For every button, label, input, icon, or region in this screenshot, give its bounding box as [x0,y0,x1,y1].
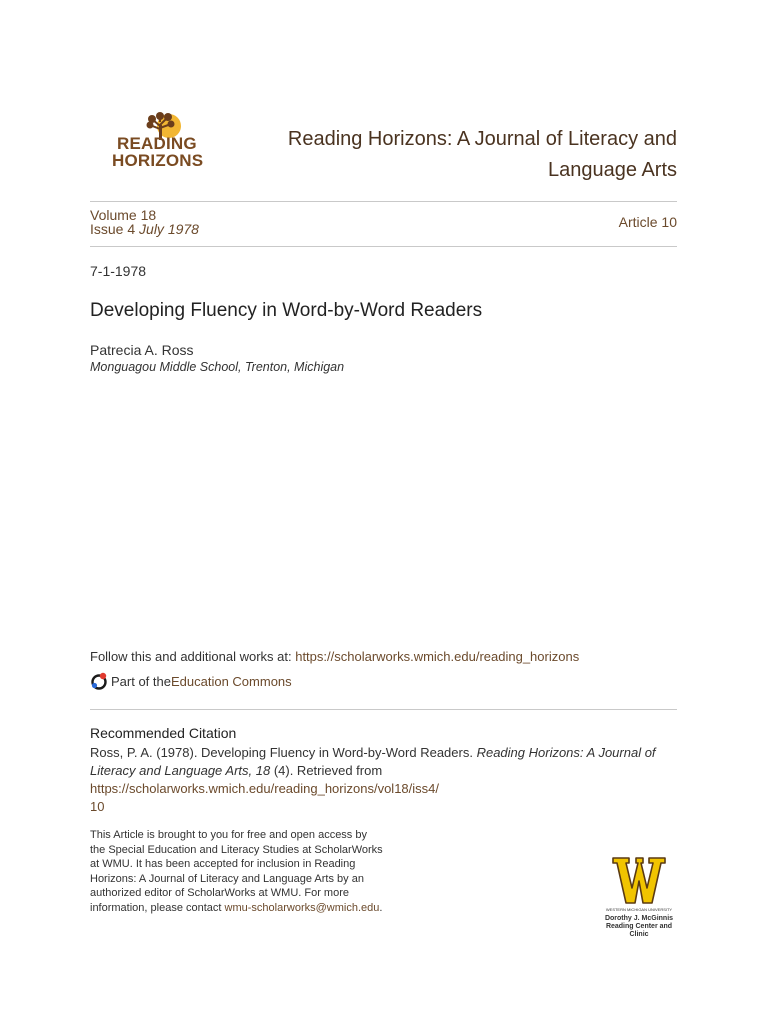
issue-date: July 1978 [139,221,199,237]
part-of-text: Part of the [111,673,171,689]
wmu-line2: Reading Center and Clinic [605,923,673,938]
logo-text-reading: READING [117,134,197,153]
contact-email-link[interactable]: wmu-scholarworks@wmich.edu [224,901,380,914]
volume-link[interactable]: Volume 18 [90,207,157,223]
wmu-university-name: WESTERN MICHIGAN UNIVERSITY [605,907,673,912]
follow-line [90,649,579,664]
repository-link[interactable]: https://scholarworks.wmich.edu/reading_horizons [295,649,580,664]
recommended-citation-heading: Recommended Citation [90,725,237,741]
access-notice [90,828,385,916]
article-link[interactable]: Article 10 [618,214,677,230]
divider-issue [90,246,677,247]
education-commons-link[interactable]: Education Commons [170,673,292,689]
divider-top [90,201,677,202]
access-notice-text: This Article is brought to you for free and open access by the Special Education and Literacy Studies at ScholarWorks at WMU. It has been accepted for inclusion in Reading Horizons: A Journal of Literacy and Language Arts by an authorized editor of ScholarWorks at WMU. For more information, please contact [90,829,383,914]
wmu-w-icon [596,855,682,905]
access-notice-suffix: . [379,901,383,914]
part-of-line [90,672,292,690]
citation-text [90,744,680,816]
wmu-line1: Dorothy J. McGinnis [604,915,674,922]
network-icon [90,672,108,690]
citation-journal: Reading Horizons: A Journal of Literacy and Language Arts, 18 [90,745,656,778]
issue-label: Issue 4 [90,221,136,237]
author-name: Patrecia A. Ross [90,342,194,358]
journal-title-link[interactable]: Reading Horizons: A Journal of Literacy and Language Arts [287,128,677,181]
author-affiliation: Monguagou Middle School, Trenton, Michigan [90,360,345,374]
citation-prefix: Ross, P. A. (1978). Developing Fluency in Word-by-Word Readers. [90,745,477,760]
citation-issue: (4). Retrieved from [270,763,383,778]
publication-date: 7-1-1978 [90,263,147,279]
wmu-reading-center-logo [596,855,682,938]
issue-link[interactable] [90,222,199,237]
divider-citation [90,709,677,710]
reading-horizons-logo[interactable] [90,112,220,184]
article-title: Developing Fluency in Word-by-Word Readers [90,300,483,321]
citation-url-link[interactable]: https://scholarworks.wmich.edu/reading_horizons/vol18/iss4/ [90,781,440,796]
citation-url-link-end[interactable]: 10 [90,799,105,814]
follow-text: Follow this and additional works at: [90,649,296,664]
logo-text-horizons: HORIZONS [112,151,204,170]
